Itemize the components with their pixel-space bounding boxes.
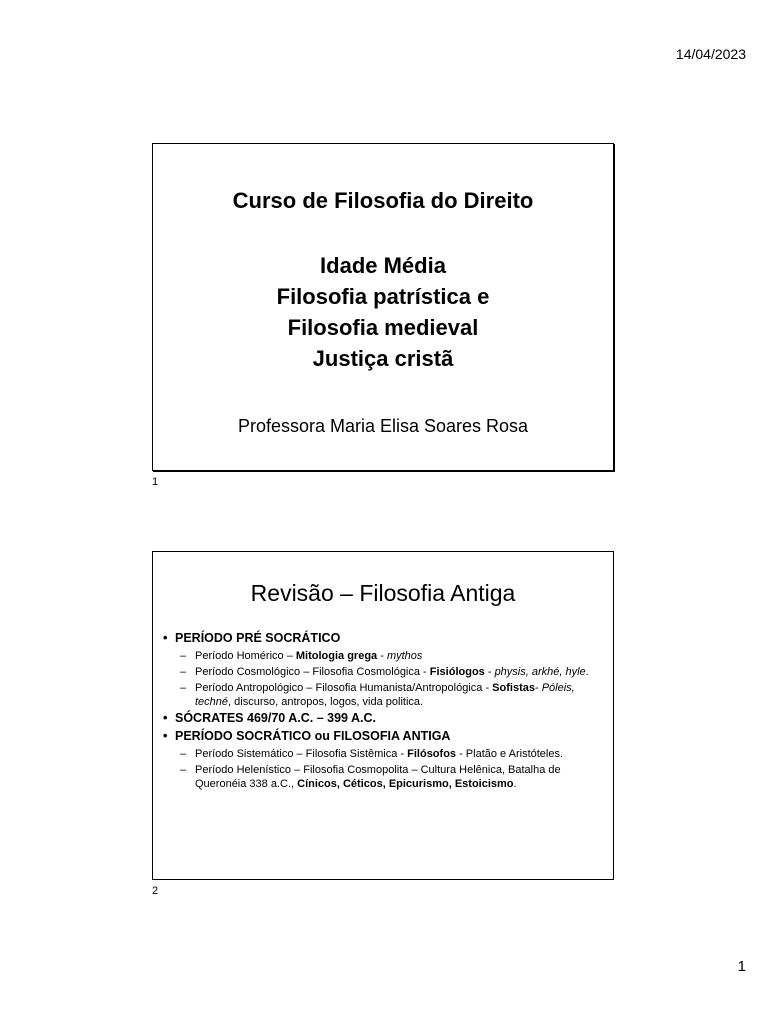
page-number: 1 xyxy=(737,958,746,975)
subtitle-line: Justiça cristã xyxy=(312,346,454,371)
slide-1-subtitle xyxy=(153,250,613,374)
dash-icon: – xyxy=(180,650,187,662)
dash-icon: – xyxy=(180,682,187,694)
sub-bullet: – Período Cosmológico – Filosofia Cosmológica - Fisiólogos - physis, arkhé, hyle. xyxy=(180,666,589,678)
bullet-heading: • PERÍODO PRÉ SOCRÁTICO xyxy=(163,630,605,647)
sub-bullet: – Período Sistemático – Filosofia Sistêmica - Filósofos - Platão e Aristóteles. xyxy=(180,748,564,760)
dash-icon: – xyxy=(180,666,187,678)
slide-1 xyxy=(152,143,614,471)
document-date: 14/04/2023 xyxy=(675,46,746,62)
sub-bullet: – Período Antropológico – Filosofia Humanista/Antropológica - Sofistas- Póleis, techné, discurso, antropos, logos, vida politica. xyxy=(180,682,575,708)
slide-1-professor: Professora Maria Elisa Soares Rosa xyxy=(237,416,529,436)
slide-2-number: 2 xyxy=(152,885,159,897)
bullet-heading: • SÓCRATES 469/70 A.C. – 399 A.C. xyxy=(163,710,605,727)
subtitle-line: Filosofia patrística e xyxy=(276,284,490,309)
dash-icon: – xyxy=(180,764,187,776)
slide-2-title: Revisão – Filosofia Antiga xyxy=(250,580,516,606)
slide-2-body xyxy=(163,629,605,791)
sub-bullet: – Período Homérico – Mitologia grega - mythos xyxy=(180,650,423,662)
dash-icon: – xyxy=(180,748,187,760)
subtitle-line: Filosofia medieval xyxy=(287,315,479,340)
sub-bullet: – Período Helenístico – Filosofia Cosmopolita – Cultura Helênica, Batalha de Queronéia 338 a.C., Cínicos, Céticos, Epicurismo, Estoicismo. xyxy=(180,764,561,790)
bullet-heading: • PERÍODO SOCRÁTICO ou FILOSOFIA ANTIGA xyxy=(163,728,605,745)
slide-1-number: 1 xyxy=(152,476,159,488)
slide-2 xyxy=(152,551,614,880)
slide-1-title: Curso de Filosofia do Direito xyxy=(232,188,534,213)
subtitle-line: Idade Média xyxy=(320,253,446,278)
